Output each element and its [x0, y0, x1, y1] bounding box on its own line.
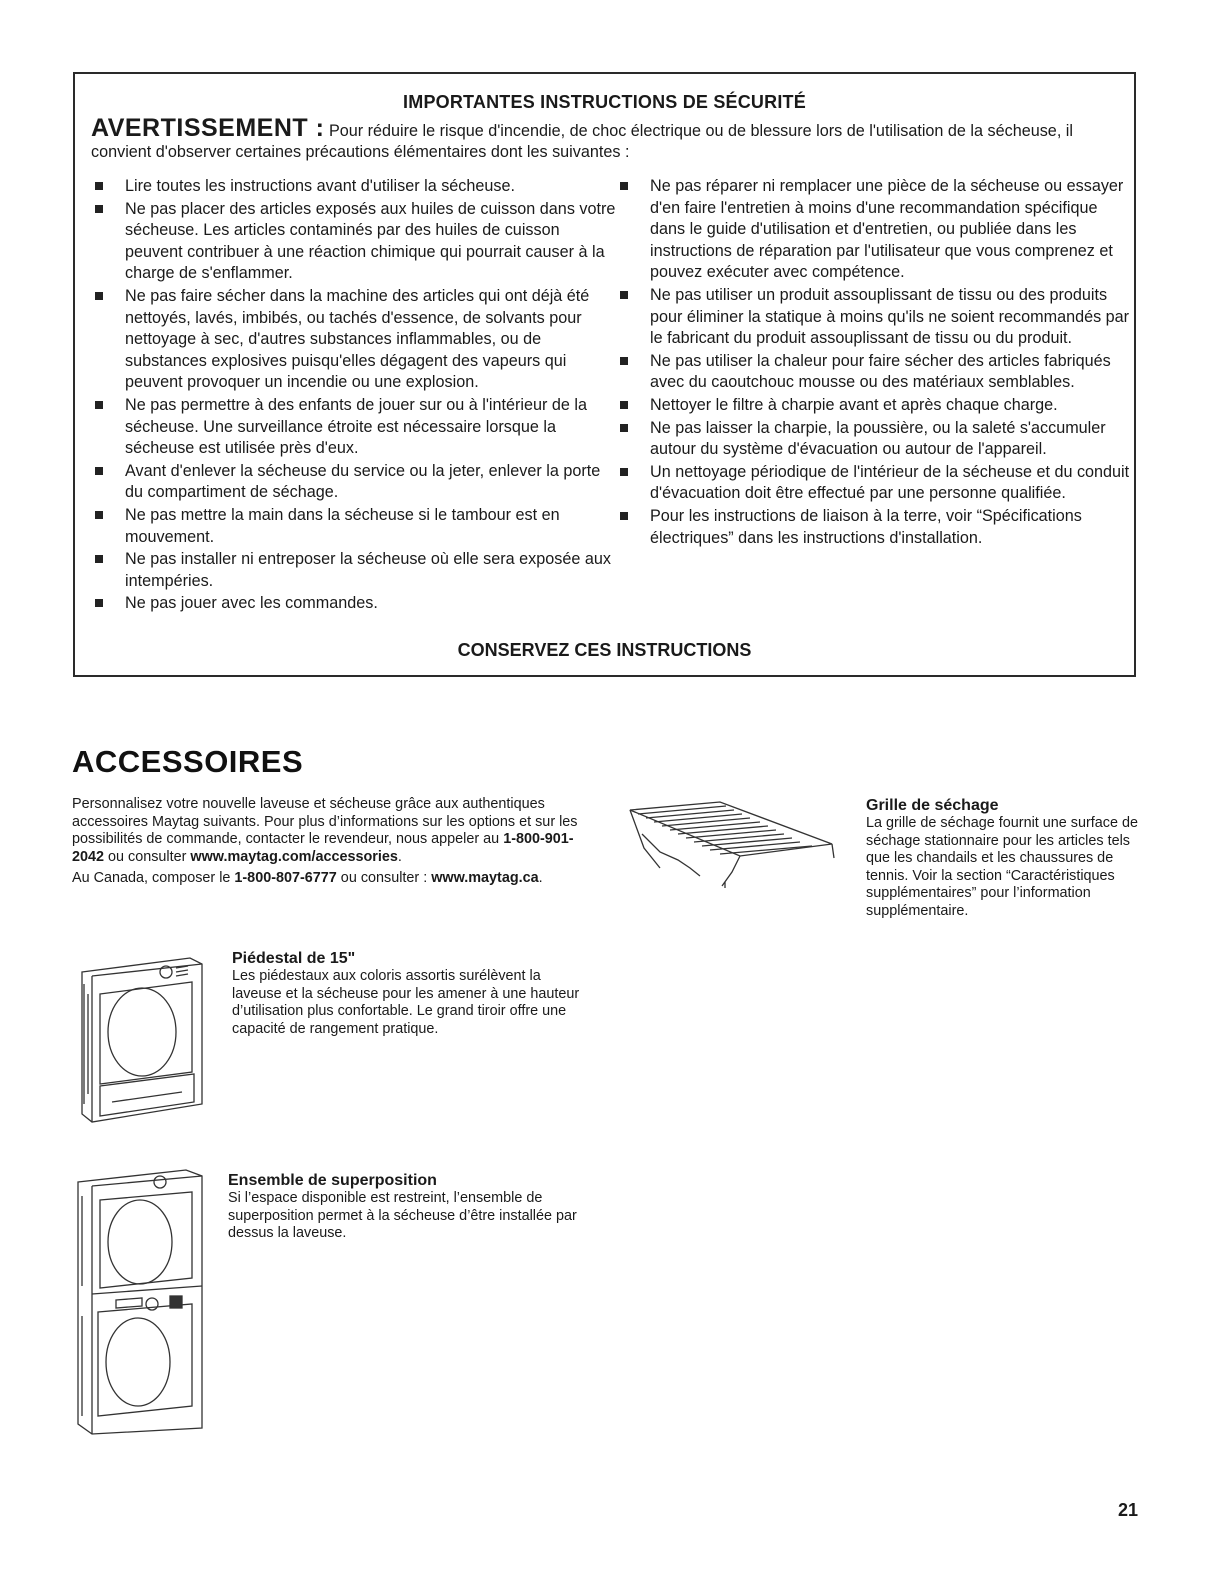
square-bullet-icon: [95, 205, 103, 213]
square-bullet-icon: [620, 182, 628, 190]
square-bullet-icon: [620, 512, 628, 520]
square-bullet-icon: [95, 467, 103, 475]
url-us[interactable]: www.maytag.com/accessories: [190, 848, 398, 865]
safety-item: [95, 461, 620, 504]
drying-rack-title: Grille de séchage: [866, 797, 999, 814]
safety-item: [95, 593, 620, 615]
safety-item: [620, 285, 1130, 350]
intro-text: Au Canada, composer le: [72, 870, 235, 886]
safety-item: [95, 286, 620, 394]
safety-item-text: Ne pas laisser la charpie, la poussière, ou la saleté s'accumuler autour du système d'évacuation ou autour de l'appareil.: [650, 418, 1106, 459]
safety-item-text: Un nettoyage périodique de l'intérieur de la sécheuse et du conduit d'évacuation doit être effectué par une personne qualifiée.: [650, 462, 1130, 503]
safety-item-text: Nettoyer le filtre à charpie avant et après chaque charge.: [650, 395, 1058, 414]
drying-rack-item: [866, 797, 1146, 920]
safety-item-text: Ne pas permettre à des enfants de jouer sur ou à l'intérieur de la sécheuse. Une surveillance étroite est nécessaire lorsque la sécheuse est utilisée près d'eux.: [125, 395, 587, 458]
drying-rack-description: La grille de séchage fournit une surface de séchage stationnaire pour les articles tels que les chandails et les chaussures de tennis. Voir la section “Caractéristiques supplémentaires” pour l’information supplémentaire.: [866, 815, 1139, 919]
square-bullet-icon: [620, 357, 628, 365]
intro-text: .: [538, 870, 543, 886]
phone-us: 1-800-901-2042: [72, 831, 574, 865]
drying-rack-illustration: [620, 788, 845, 898]
stack-kit-title: Ensemble de superposition: [228, 1172, 437, 1189]
url-canada[interactable]: www.maytag.ca: [431, 870, 539, 886]
safety-item: [620, 506, 1130, 549]
safety-instructions-box: [73, 72, 1136, 677]
keep-instructions-footer: CONSERVEZ CES INSTRUCTIONS: [457, 640, 752, 660]
square-bullet-icon: [95, 555, 103, 563]
safety-item-text: Lire toutes les instructions avant d'utiliser la sécheuse.: [125, 177, 515, 195]
safety-item: [620, 395, 1130, 417]
square-bullet-icon: [620, 424, 628, 432]
square-bullet-icon: [620, 468, 628, 476]
stack-kit-item: [228, 1172, 588, 1243]
safety-item-text: Ne pas jouer avec les commandes.: [125, 594, 378, 613]
pedestal-item: [232, 950, 582, 1038]
pedestal-description: Les piédestaux aux coloris assortis surélèvent la laveuse et la sécheuse pour les amener à une hauteur d’utilisation plus confortable. Le grand tiroir offre une capacité de rangement pratique.: [232, 968, 580, 1037]
stack-kit-illustration: [72, 1166, 222, 1436]
intro-text: ou consulter :: [336, 870, 432, 886]
safety-list-right: [620, 176, 1130, 550]
safety-item-text: Ne pas mettre la main dans la sécheuse si le tambour est en mouvement.: [125, 505, 560, 546]
safety-item-text: Ne pas placer des articles exposés aux huiles de cuisson dans votre sécheuse. Les articles contaminés par des huiles de cuisson peuvent contribuer à une réaction chimique qui pourrait causer à la charge de s'enflammer.: [125, 199, 616, 283]
safety-item: [95, 176, 620, 198]
warning-paragraph: [91, 114, 1121, 163]
safety-item: [620, 418, 1130, 461]
safety-item-text: Pour les instructions de liaison à la terre, voir “Spécifications électriques” dans les instructions d'installation.: [650, 506, 1082, 547]
safety-item-text: Ne pas réparer ni remplacer une pièce de la sécheuse ou essayer d'en faire l'entretien à moins d'une recommandation spécifique dans le guide d'utilisation et d'entretien, ou publiée dans les instructions de réparation par l'utilisateur que vous comprenez et pouvez exécuter avec compétence.: [650, 177, 1124, 282]
square-bullet-icon: [620, 401, 628, 409]
safety-item-text: Ne pas utiliser la chaleur pour faire sécher des articles fabriqués avec du caoutchouc mousse ou des matériaux semblables.: [650, 351, 1111, 392]
phone-canada: 1-800-807-6777: [234, 870, 337, 886]
safety-item-text: Avant d'enlever la sécheuse du service ou la jeter, enlever la porte du compartiment de séchage.: [125, 461, 601, 502]
square-bullet-icon: [620, 291, 628, 299]
square-bullet-icon: [95, 182, 103, 190]
intro-text: .: [397, 848, 402, 865]
safety-item: [95, 395, 620, 460]
safety-item: [95, 199, 620, 285]
intro-text: ou consulter: [104, 848, 191, 865]
safety-title: IMPORTANTES INSTRUCTIONS DE SÉCURITÉ: [403, 92, 806, 112]
safety-item-text: Ne pas installer ni entreposer la sécheuse où elle sera exposée aux intempéries.: [125, 550, 611, 590]
intro-paragraph-1: [72, 796, 602, 866]
page-number: 21: [1118, 1500, 1139, 1520]
safety-item: [95, 505, 620, 548]
intro-paragraph-2: [72, 870, 602, 888]
square-bullet-icon: [95, 511, 103, 519]
safety-item-text: Ne pas faire sécher dans la machine des articles qui ont déjà été nettoyés, lavés, imbibés, ou tachés d'essence, de solvants pour nettoyage à sec, d'autres substances inflammables, ou de substances explosives puisqu'elles dégagent des vapeurs qui peuvent provoquer un incendie ou une explosion.: [125, 286, 590, 392]
pedestal-title: Piédestal de 15": [232, 950, 356, 967]
warning-text: Pour réduire le risque d'incendie, de choc électrique ou de blessure lors de l'utilisation de la sécheuse, il convient d'observer certaines précautions élémentaires dont les suivantes :: [91, 122, 1074, 161]
pedestal-illustration: [72, 954, 222, 1126]
warning-label: AVERTISSEMENT :: [91, 114, 325, 142]
safety-item: [620, 462, 1130, 505]
square-bullet-icon: [95, 401, 103, 409]
safety-item: [620, 351, 1130, 394]
safety-item: [620, 176, 1130, 284]
safety-list-left: [95, 176, 620, 616]
safety-item-text: Ne pas utiliser un produit assouplissant de tissu ou des produits pour éliminer la statique à moins qu'ils ne soient recommandés par le fabricant du produit assouplissant de tissu ou du produit.: [650, 285, 1130, 348]
square-bullet-icon: [95, 292, 103, 300]
stack-kit-description: Si l’espace disponible est restreint, l’ensemble de superposition permet à la sécheuse d’être installée par dessus la laveuse.: [228, 1190, 577, 1241]
accessories-title: ACCESSOIRES: [72, 744, 304, 779]
square-bullet-icon: [95, 599, 103, 607]
safety-item: [95, 549, 620, 592]
accessories-intro: [72, 796, 602, 892]
intro-text: Personnalisez votre nouvelle laveuse et sécheuse grâce aux authentiques accessoires Maytag suivants. Pour plus d’informations sur les options et sur les possibilités de commande, contacter le revendeur, nous appeler au: [72, 796, 578, 847]
